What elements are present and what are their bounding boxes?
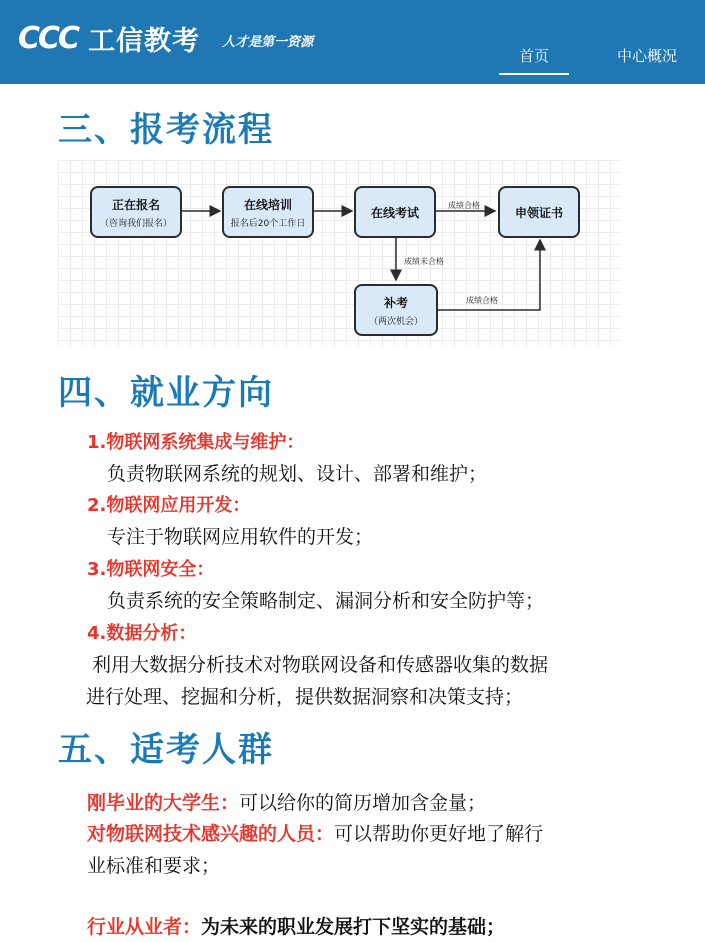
career-item-4-title: 4.数据分析：: [87, 623, 197, 644]
audience-item-graduates: [87, 788, 486, 815]
top-header-bar: [0, 0, 705, 84]
flow-node-training: [222, 186, 314, 238]
flow-node-cert: [498, 186, 580, 238]
career-item-4-desc-line1: 利用大数据分析技术对物联网设备和传感器收集的数据: [92, 654, 549, 676]
edge-label-retake-pass: 成绩合格: [466, 296, 498, 305]
edge-label-exam-fail: 成绩未合格: [404, 257, 444, 266]
edge-label-exam-pass: 成绩合格: [448, 201, 480, 210]
audience-item-enthusiasts-line2: 业标准和要求；: [87, 855, 221, 877]
flow-node-signup-sub: （咨询我们报名）: [99, 218, 172, 229]
flow-node-exam-title: 在线考试: [370, 205, 419, 220]
career-item-4-desc-line2: 进行处理、挖掘和分析，提供数据洞察和决策支持；: [86, 686, 524, 708]
career-item-2-desc: 专注于物联网应用软件的开发；: [107, 526, 374, 548]
flow-node-exam: [354, 186, 436, 238]
career-item-3-title: 3.物联网安全：: [87, 559, 215, 580]
flow-node-signup-title: 正在报名: [111, 197, 160, 212]
nav-home-link[interactable]: 首页: [519, 47, 550, 65]
section-title-exam-process: 三、报考流程: [58, 110, 274, 150]
audience-item-practitioners-text: 为未来的职业发展打下坚实的基础；: [201, 916, 506, 938]
audience-item-graduates-text: 可以给你的简历增加含金量；: [239, 792, 487, 814]
logo-slogan: 人才是第一资源: [222, 34, 314, 50]
audience-item-graduates-label: 刚毕业的大学生：: [87, 792, 240, 814]
logo-mark: CCC: [18, 20, 79, 56]
audience-item-enthusiasts: [87, 819, 543, 846]
exam-process-flowchart: [58, 160, 620, 346]
career-item-1-desc: 负责物联网系统的规划、设计、部署和维护；: [107, 463, 488, 485]
career-item-2-title: 2.物联网应用开发：: [87, 495, 251, 516]
flow-node-retake-sub: （两次机会）: [368, 316, 423, 327]
site-logo[interactable]: [18, 20, 313, 56]
flow-node-retake-title: 补考: [383, 295, 408, 310]
audience-item-enthusiasts-text: 可以帮助你更好地了解行: [334, 823, 544, 845]
flow-node-training-title: 在线培训: [243, 197, 292, 212]
flow-node-retake: [354, 284, 438, 336]
section-title-target-audience: 五、适考人群: [58, 730, 274, 770]
logo-name: 工信教考: [88, 25, 201, 57]
flow-node-signup: [90, 186, 182, 238]
section-title-career-directions: 四、就业方向: [58, 373, 274, 413]
nav-center-overview-link[interactable]: 中心概况: [617, 47, 678, 65]
career-item-1-title: 1.物联网系统集成与维护：: [87, 432, 305, 453]
audience-item-practitioners: [87, 912, 505, 939]
flow-node-training-sub: 报名后20个工作日: [230, 218, 306, 229]
career-item-3-desc: 负责系统的安全策略制定、漏洞分析和安全防护等；: [107, 590, 545, 612]
flow-node-cert-title: 申领证书: [514, 205, 563, 220]
nav-active-underline: [499, 73, 569, 75]
audience-item-practitioners-label: 行业从业者：: [87, 916, 202, 938]
audience-item-enthusiasts-label: 对物联网技术感兴趣的人员：: [87, 823, 335, 845]
